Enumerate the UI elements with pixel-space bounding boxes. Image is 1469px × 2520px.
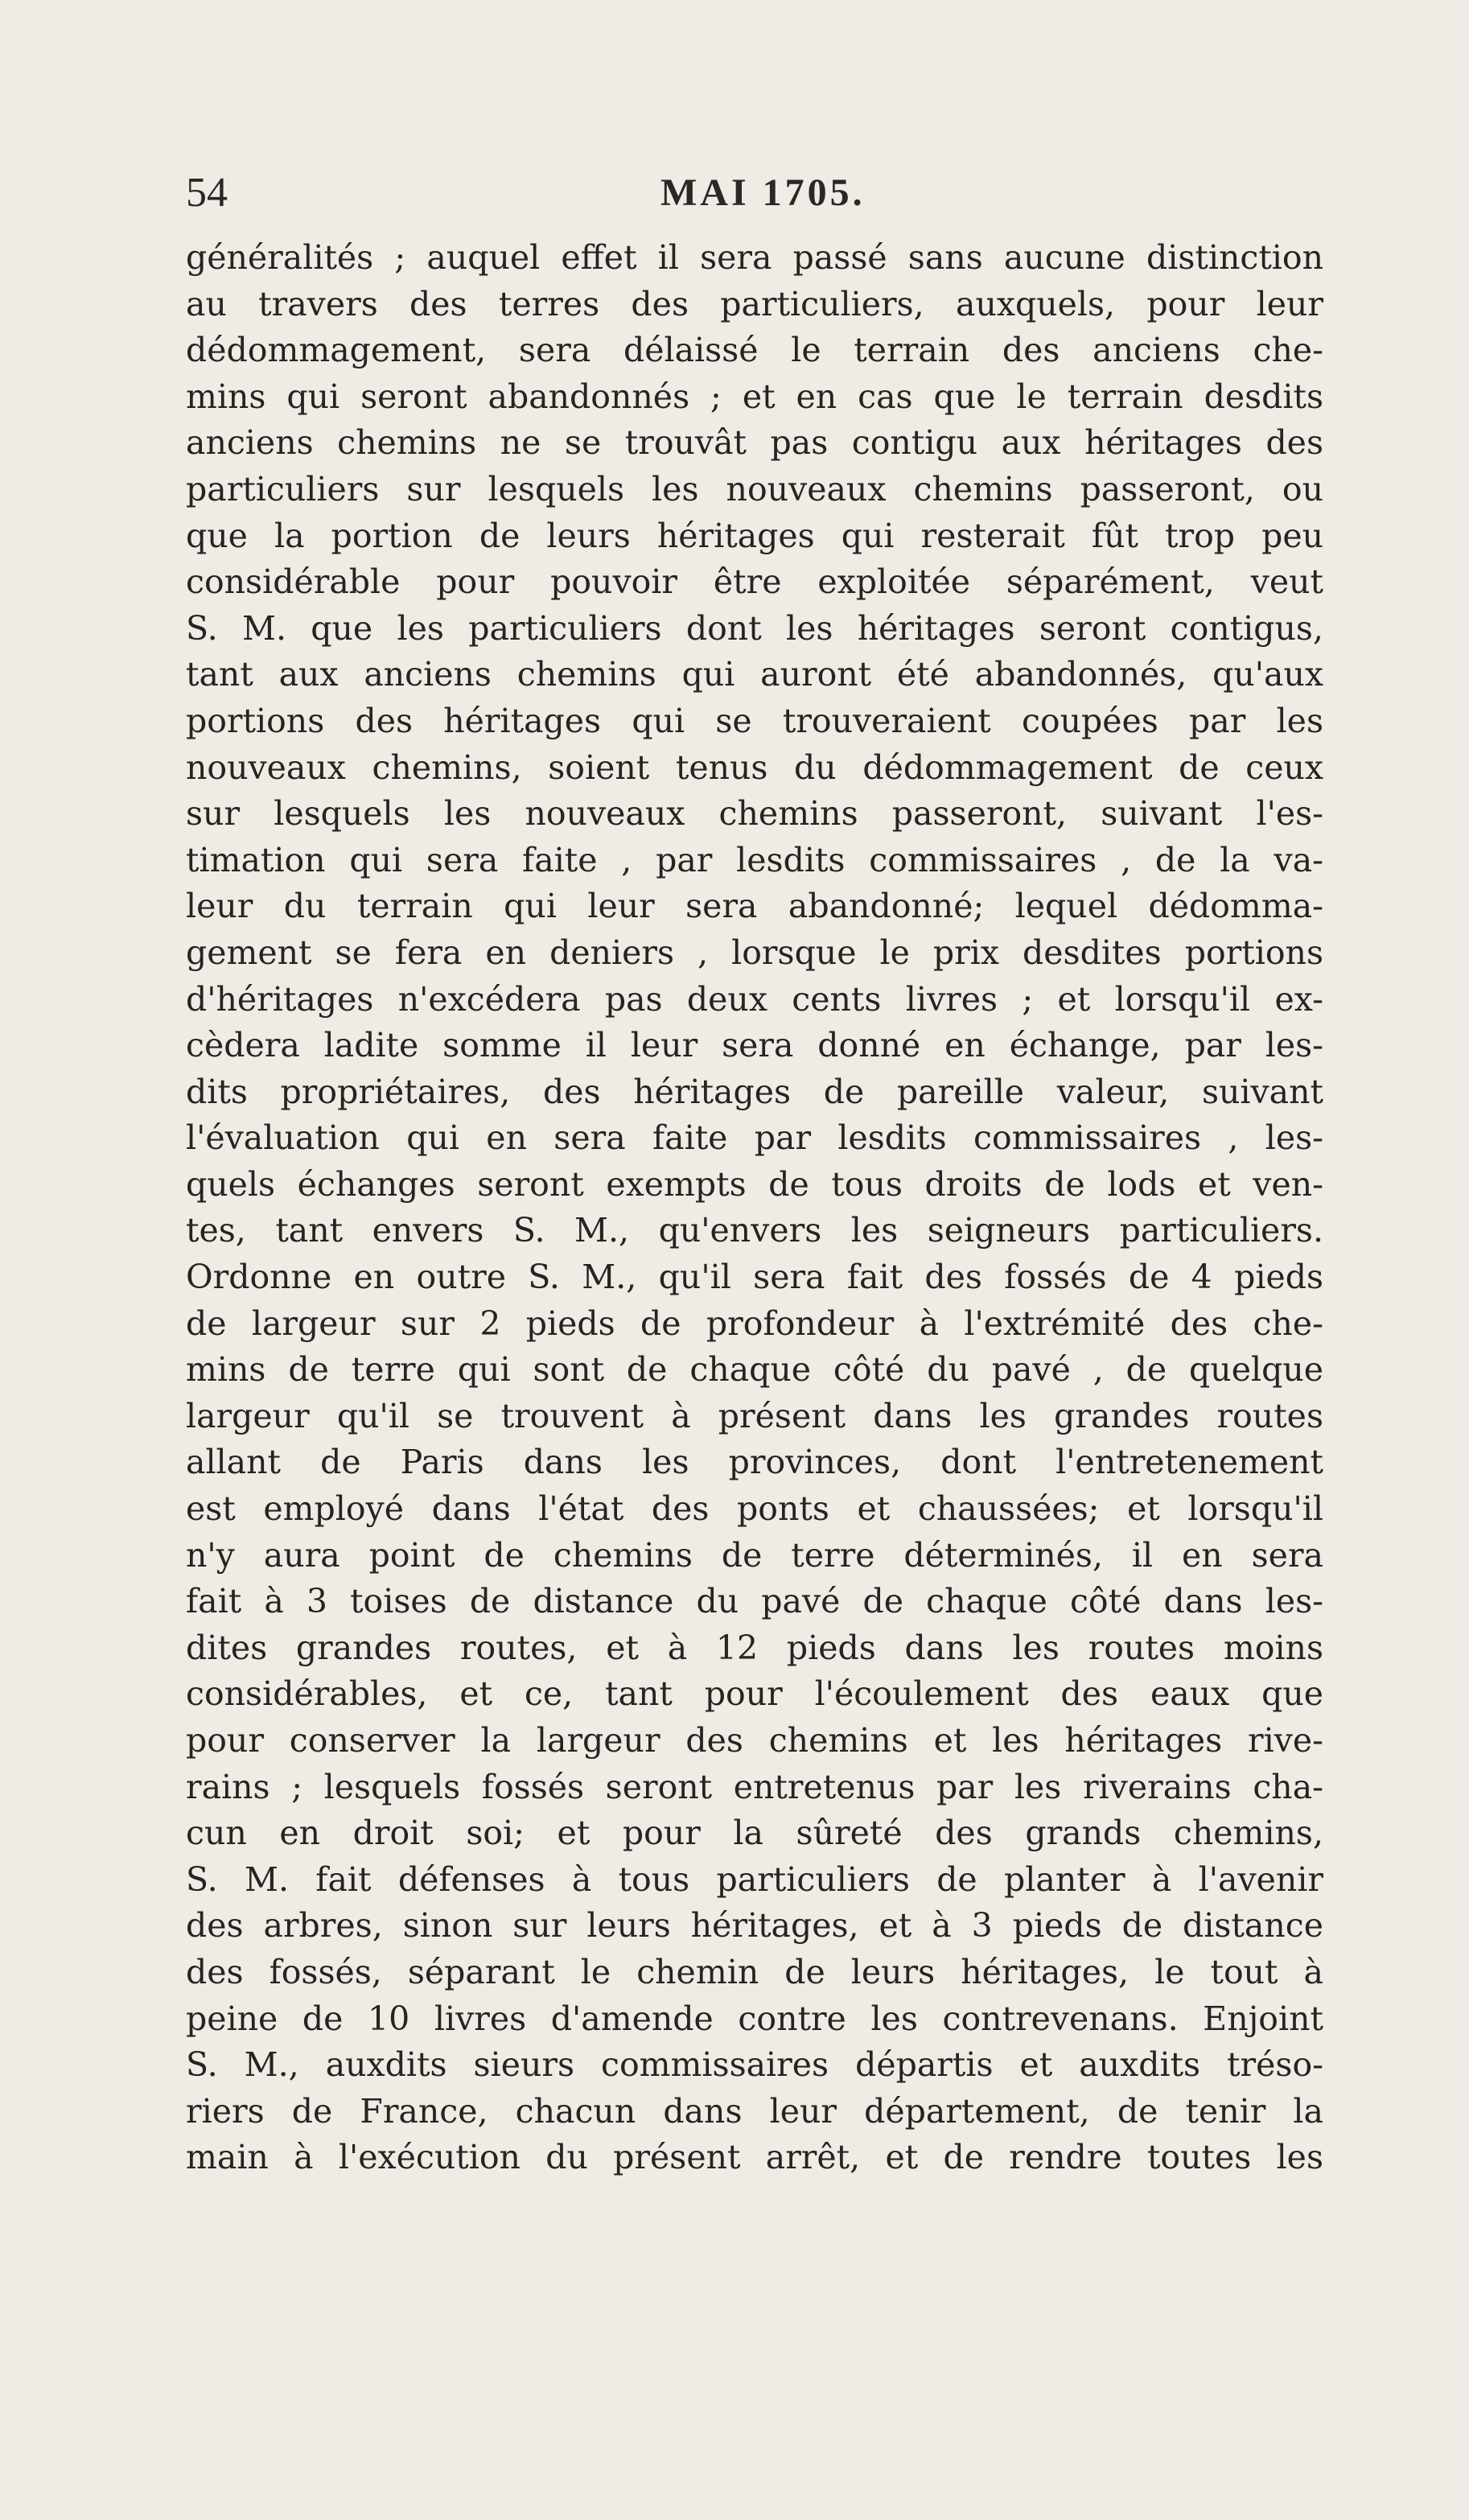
text-line: gement se fera en deniers , lorsque le prix desdites portions [186, 933, 1323, 972]
text-line: S. M. fait défenses à tous particuliers de planter à l'avenir [186, 1859, 1323, 1899]
text-line: peine de 10 livres d'amende contre les contrevenans. Enjoint [186, 1999, 1323, 2038]
text-line: généralités ; auquel effet il sera passé sans aucune distinction [186, 238, 1323, 277]
text-line: nouveaux chemins, soient tenus du dédommagement de ceux [186, 747, 1323, 787]
text-line: considérable pour pouvoir être exploitée séparément, veut [186, 562, 1323, 602]
text-line: considérables, et ce, tant pour l'écoulement des eaux que [186, 1674, 1323, 1714]
text-line: particuliers sur lesquels les nouveaux chemins passeront, ou [186, 469, 1323, 509]
text-line: sur lesquels les nouveaux chemins passeront, suivant l'es- [186, 794, 1323, 834]
text-line: pour conserver la largeur des chemins et les héritages rive- [186, 1721, 1323, 1760]
body-text [186, 235, 1323, 2181]
text-line: d'héritages n'excédera pas deux cents livres ; et lorsqu'il ex- [186, 979, 1323, 1019]
text-line: dites grandes routes, et à 12 pieds dans les routes moins [186, 1628, 1323, 1667]
text-line: que la portion de leurs héritages qui resterait fût trop peu [186, 516, 1323, 555]
text-line: main à l'exécution du présent arrêt, et de rendre toutes les [186, 2138, 1323, 2177]
text-line: l'évaluation qui en sera faite par lesdits commissaires , les- [186, 1118, 1323, 1158]
text-line: mins qui seront abandonnés ; et en cas que le terrain desdits [186, 377, 1323, 416]
page-header [186, 167, 1320, 219]
text-line: riers de France, chacun dans leur département, de tenir la [186, 2091, 1323, 2131]
text-line: timation qui sera faite , par lesdits commissaires , de la va- [186, 840, 1323, 879]
text-line: leur du terrain qui leur sera abandonné; lequel dédomma- [186, 887, 1323, 926]
text-line: cun en droit soi; et pour la sûreté des grands chemins, [186, 1814, 1323, 1853]
text-line: tant aux anciens chemins qui auront été abandonnés, qu'aux [186, 655, 1323, 694]
text-line: cèdera ladite somme il leur sera donné en échange, par les- [186, 1026, 1323, 1065]
text-line: quels échanges seront exempts de tous droits de lods et ven- [186, 1164, 1323, 1204]
text-line: fait à 3 toises de distance du pavé de chaque côté dans les- [186, 1582, 1323, 1621]
text-line: tes, tant envers S. M., qu'envers les seigneurs particuliers. [186, 1211, 1323, 1250]
text-line: allant de Paris dans les provinces, dont l'entretenement [186, 1443, 1323, 1482]
text-line: des fossés, séparant le chemin de leurs héritages, le tout à [186, 1952, 1323, 1991]
running-head: MAI 1705. [660, 171, 866, 214]
text-line: S. M. que les particuliers dont les héritages seront contigus, [186, 608, 1323, 648]
page-number: 54 [186, 170, 228, 216]
text-line: au travers des terres des particuliers, auxquels, pour leur [186, 284, 1323, 323]
text-line: portions des héritages qui se trouveraient coupées par les [186, 701, 1323, 740]
text-line: largeur qu'il se trouvent à présent dans les grandes routes [186, 1396, 1323, 1435]
text-line: dits propriétaires, des héritages de pareille valeur, suivant [186, 1072, 1323, 1111]
text-line: dédommagement, sera délaissé le terrain des anciens che- [186, 331, 1323, 370]
text-line: mins de terre qui sont de chaque côté du pavé , de quelque [186, 1350, 1323, 1390]
text-line: est employé dans l'état des ponts et chaussées; et lorsqu'il [186, 1489, 1323, 1529]
text-line: anciens chemins ne se trouvât pas contigu aux héritages des [186, 423, 1323, 463]
text-line: Ordonne en outre S. M., qu'il sera fait des fossés de 4 pieds [186, 1258, 1323, 1297]
text-line: n'y aura point de chemins de terre déterminés, il en sera [186, 1535, 1323, 1575]
text-line: rains ; lesquels fossés seront entretenus par les riverains cha- [186, 1767, 1323, 1806]
text-line: de largeur sur 2 pieds de profondeur à l'extrémité des che- [186, 1303, 1323, 1343]
text-line: des arbres, sinon sur leurs héritages, et à 3 pieds de distance [186, 1906, 1323, 1946]
text-line: S. M., auxdits sieurs commissaires départis et auxdits tréso- [186, 2045, 1323, 2085]
